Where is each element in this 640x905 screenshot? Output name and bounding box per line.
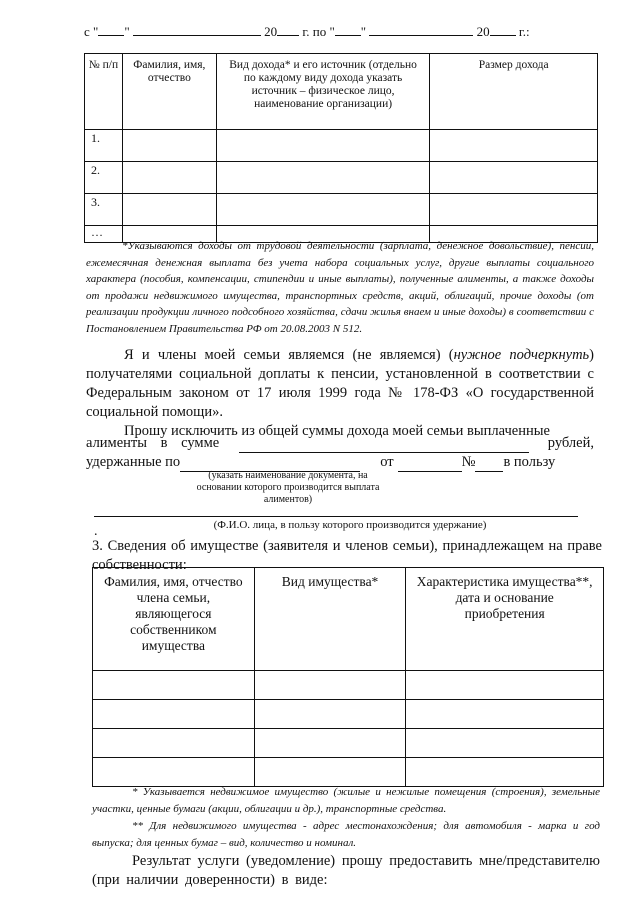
row-number: 2. (85, 162, 123, 194)
cell-name[interactable] (122, 194, 216, 226)
start-month-blank[interactable] (133, 24, 261, 36)
cell-income-amount[interactable] (430, 194, 598, 226)
col-owner-header: Фамилия, имя, отчество члена семьи, являющегося собственником имущества (93, 568, 255, 671)
alimony-line-1: Прошу исключить из общей суммы дохода моей семьи выплаченные (124, 423, 550, 439)
cell-property-details[interactable] (406, 700, 604, 729)
recipients-paragraph: Я и члены моей семьи являемся (не являемся) (нужное подчеркнуть) получателями социальной доплаты к пенсии, установленной в соответствии с Федеральным законом от 17 июля 1999 года № 178-ФЗ «О государственной социальной помощи». (86, 347, 594, 420)
table-row (85, 162, 598, 194)
alimony-sum-blank[interactable] (239, 438, 529, 453)
property-table-header (93, 568, 604, 671)
table-row (93, 671, 604, 700)
period-line: с " " 20 г. по " " 20 г.: (84, 24, 530, 39)
cell-owner[interactable] (93, 729, 255, 758)
cell-income-amount[interactable] (430, 130, 598, 162)
cell-property-type[interactable] (254, 700, 406, 729)
start-day-blank[interactable] (98, 24, 124, 36)
property-footnote-1: * Указывается недвижимое имущество (жилые и нежилые помещения (строения), земельные участки, ценные бумаги (акции, облигации и др.), транспортные средства. (92, 786, 600, 815)
row-number: … (85, 226, 123, 243)
row-number: 3. (85, 194, 123, 226)
recipient-name-blank[interactable] (94, 503, 578, 517)
cell-owner[interactable] (93, 700, 255, 729)
row-number: 1. (85, 130, 123, 162)
col-number-header: № п/п (85, 54, 123, 130)
table-row (85, 130, 598, 162)
cell-name[interactable] (122, 162, 216, 194)
col-property-details-header: Характеристика имущества**, дата и основание приобретения (406, 568, 604, 671)
document-hint: (указать наименование документа, на основании которого производится выплата алиментов) (196, 470, 380, 505)
cell-name[interactable] (122, 130, 216, 162)
income-table (84, 53, 598, 243)
end-year-blank[interactable] (490, 24, 516, 36)
table-row (93, 729, 604, 758)
cell-property-type[interactable] (254, 671, 406, 700)
cell-income-type[interactable] (216, 194, 430, 226)
result-paragraph: Результат услуги (уведомление) прошу предоставить мне/представителю (при наличии доверенности) в виде: (92, 853, 600, 888)
recipient-hint: (Ф.И.О. лица, в пользу которого производится удержание) (213, 519, 487, 531)
cell-owner[interactable] (93, 758, 255, 787)
document-number-blank[interactable] (475, 457, 503, 472)
cell-property-details[interactable] (406, 758, 604, 787)
end-day-blank[interactable] (335, 24, 361, 36)
end-month-blank[interactable] (369, 24, 473, 36)
cell-property-details[interactable] (406, 671, 604, 700)
col-income-type-header: Вид дохода* и его источник (отдельно по каждому виду дохода указать источник – физическое лицо, наименование организации) (216, 54, 430, 130)
cell-property-type[interactable] (254, 729, 406, 758)
start-year-blank[interactable] (277, 24, 299, 36)
table-row (93, 700, 604, 729)
alimony-line-2: алименты в сумме рублей, (86, 435, 594, 451)
cell-property-details[interactable] (406, 729, 604, 758)
cell-property-type[interactable] (254, 758, 406, 787)
table-row (93, 758, 604, 787)
cell-income-amount[interactable] (430, 162, 598, 194)
col-income-amount-header: Размер дохода (430, 54, 598, 130)
section-3-title: 3. Сведения об имуществе (заявителя и членов семьи), принадлежащем на праве собственности: (92, 538, 602, 573)
document-date-blank[interactable] (398, 457, 462, 472)
alimony-recipient-line: . (94, 503, 580, 517)
cell-income-type[interactable] (216, 130, 430, 162)
income-table-header (85, 54, 598, 130)
income-footnote: *Указываются доходы от трудовой деятельности (зарплата, денежное довольствие), пенсии, ежемесячная денежная выплата без учета набора социальных услуг, другие выплаты социального характера (пособия, компенсации, стипендии и иные выплаты), полученные алименты, а также доходы от продажи недвижимого имущества, транспортных средств, акций, облигаций, прочие доходы (от реализации продукции личного подсобного хозяйства, сдачи жилья внаем и иные доходы) в соответствии с Постановлением Правительства РФ от 20.08.2003 N 512. (86, 240, 594, 335)
col-name-header: Фамилия, имя, отчество (122, 54, 216, 130)
cell-owner[interactable] (93, 671, 255, 700)
property-footnote-2: ** Для недвижимого имущества - адрес местонахождения; для автомобиля - марка и год выпуска; для ценных бумаг – вид, количество и номинал. (92, 820, 600, 849)
table-row (85, 194, 598, 226)
col-property-type-header: Вид имущества* (254, 568, 406, 671)
alimony-line-3: удержанные по от № в пользу (86, 454, 556, 470)
property-table (92, 567, 604, 787)
cell-income-type[interactable] (216, 162, 430, 194)
